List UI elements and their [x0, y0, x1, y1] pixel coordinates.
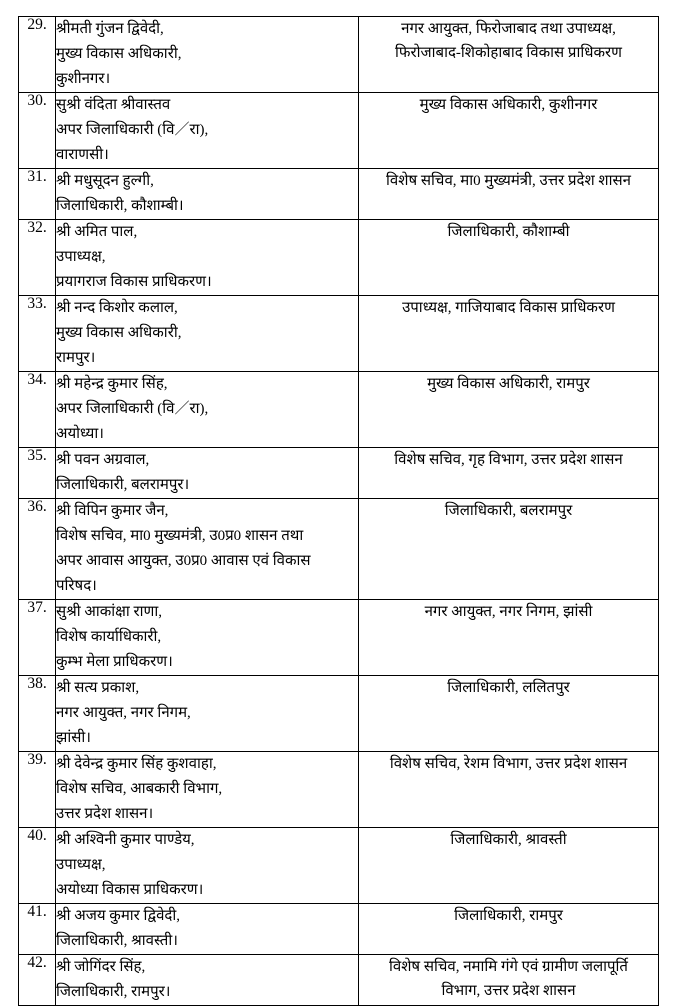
- current-post-line: श्री विपिन कुमार जैन,: [56, 503, 169, 519]
- new-posting-line: जिलाधिकारी, ललितपुर: [447, 680, 570, 696]
- current-post-line: सुश्री आकांक्षा राणा,: [56, 604, 163, 620]
- current-post-line: उपाध्यक्ष,: [56, 857, 106, 873]
- table-row: [19, 904, 659, 955]
- current-post-line: अयोध्या विकास प्राधिकरण।: [56, 882, 204, 898]
- new-posting-cell: [359, 904, 659, 955]
- current-post-line: श्रीमती गुंजन द्विवेदी,: [56, 21, 164, 37]
- current-post-line: विशेष सचिव, मा0 मुख्यमंत्री, उ0प्र0 शासन तथा: [56, 528, 304, 544]
- current-post-cell: [56, 448, 359, 499]
- new-posting-cell: [359, 17, 659, 93]
- current-post-line: जिलाधिकारी, रामपुर।: [56, 984, 171, 1000]
- new-posting-line: जिलाधिकारी, श्रावस्ती: [450, 832, 567, 848]
- current-post-line: वाराणसी।: [56, 147, 109, 163]
- current-post-line: कुम्भ मेला प्राधिकरण।: [56, 654, 173, 670]
- current-post-cell: [56, 828, 359, 904]
- new-posting-line: विशेष सचिव, मा0 मुख्यमंत्री, उत्तर प्रदेश शासन: [386, 173, 631, 189]
- current-post-line: श्री जोगिंदर सिंह,: [56, 959, 146, 975]
- current-post-line: श्री देवेन्द्र कुमार सिंह कुशवाहा,: [56, 756, 217, 772]
- current-post-cell: [56, 296, 359, 372]
- table-row: [19, 93, 659, 169]
- table-row: [19, 752, 659, 828]
- serial-number-cell: 32.: [19, 220, 56, 296]
- current-post-line: जिलाधिकारी, श्रावस्ती।: [56, 933, 178, 949]
- new-posting-cell: [359, 93, 659, 169]
- table-row: [19, 17, 659, 93]
- table-row: [19, 296, 659, 372]
- new-posting-line: उपाध्यक्ष, गाजियाबाद विकास प्राधिकरण: [402, 300, 615, 316]
- new-posting-cell: [359, 448, 659, 499]
- new-posting-line: मुख्य विकास अधिकारी, कुशीनगर: [419, 97, 598, 113]
- current-post-cell: [56, 372, 359, 448]
- current-post-line: अपर जिलाधिकारी (वि／रा),: [56, 122, 209, 138]
- serial-number-cell: 37.: [19, 600, 56, 676]
- new-posting-cell: [359, 955, 659, 1006]
- current-post-line: अपर जिलाधिकारी (वि／रा),: [56, 401, 209, 417]
- serial-number-cell: 41.: [19, 904, 56, 955]
- current-post-line: जिलाधिकारी, बलरामपुर।: [56, 477, 190, 493]
- new-posting-line: नगर आयुक्त, फिरोजाबाद तथा उपाध्यक्ष,: [401, 21, 616, 37]
- current-post-line: विशेष सचिव, आबकारी विभाग,: [56, 781, 223, 797]
- current-post-line: श्री सत्य प्रकाश,: [56, 680, 140, 696]
- current-post-line: श्री मधुसूदन हुल्गी,: [56, 173, 154, 189]
- new-posting-cell: [359, 169, 659, 220]
- new-posting-cell: [359, 828, 659, 904]
- serial-number-cell: 35.: [19, 448, 56, 499]
- current-post-line: रामपुर।: [56, 350, 96, 366]
- current-post-line: श्री महेन्द्र कुमार सिंह,: [56, 376, 168, 392]
- serial-number-cell: 38.: [19, 676, 56, 752]
- table-row: [19, 220, 659, 296]
- new-posting-line: जिलाधिकारी, रामपुर: [454, 908, 563, 924]
- current-post-line: श्री अजय कुमार द्विवेदी,: [56, 908, 181, 924]
- table-row: [19, 676, 659, 752]
- current-post-line: अयोध्या।: [56, 426, 104, 442]
- current-post-cell: [56, 676, 359, 752]
- table-row: [19, 448, 659, 499]
- current-post-line: नगर आयुक्त, नगर निगम,: [56, 705, 191, 721]
- current-post-line: जिलाधिकारी, कौशाम्बी।: [56, 198, 184, 214]
- current-post-line: मुख्य विकास अधिकारी,: [56, 46, 182, 62]
- current-post-line: श्री अश्विनी कुमार पाण्डेय,: [56, 832, 195, 848]
- current-post-line: श्री पवन अग्रवाल,: [56, 452, 150, 468]
- serial-number-cell: 39.: [19, 752, 56, 828]
- current-post-cell: [56, 752, 359, 828]
- current-post-cell: [56, 17, 359, 93]
- current-post-line: श्री अमित पाल,: [56, 224, 138, 240]
- new-posting-line: विशेष सचिव, गृह विभाग, उत्तर प्रदेश शासन: [394, 452, 623, 468]
- serial-number-cell: 34.: [19, 372, 56, 448]
- new-posting-line: जिलाधिकारी, कौशाम्बी: [447, 224, 570, 240]
- new-posting-line: विभाग, उत्तर प्रदेश शासन: [441, 983, 576, 999]
- current-post-line: परिषद।: [56, 578, 97, 594]
- table-row: [19, 955, 659, 1006]
- table-row: [19, 828, 659, 904]
- current-post-line: मुख्य विकास अधिकारी,: [56, 325, 182, 341]
- current-post-line: उत्तर प्रदेश शासन।: [56, 806, 154, 822]
- current-post-line: प्रयागराज विकास प्राधिकरण।: [56, 274, 212, 290]
- current-post-cell: [56, 499, 359, 600]
- serial-number-cell: 31.: [19, 169, 56, 220]
- table-row: [19, 372, 659, 448]
- table-body: [19, 17, 659, 1006]
- new-posting-cell: [359, 296, 659, 372]
- new-posting-cell: [359, 600, 659, 676]
- serial-number-cell: 29.: [19, 17, 56, 93]
- new-posting-cell: [359, 372, 659, 448]
- table-row: [19, 169, 659, 220]
- current-post-cell: [56, 904, 359, 955]
- current-post-line: सुश्री वंदिता श्रीवास्तव: [56, 97, 171, 113]
- current-post-cell: [56, 955, 359, 1006]
- new-posting-cell: [359, 220, 659, 296]
- transfer-posting-table: [18, 16, 659, 1006]
- table-row: [19, 600, 659, 676]
- current-post-line: कुशीनगर।: [56, 71, 111, 87]
- new-posting-cell: [359, 676, 659, 752]
- current-post-cell: [56, 220, 359, 296]
- current-post-line: श्री नन्द किशोर कलाल,: [56, 300, 178, 316]
- new-posting-line: मुख्य विकास अधिकारी, रामपुर: [427, 376, 590, 392]
- serial-number-cell: 40.: [19, 828, 56, 904]
- new-posting-line: नगर आयुक्त, नगर निगम, झांसी: [424, 604, 593, 620]
- current-post-line: विशेष कार्याधिकारी,: [56, 629, 162, 645]
- current-post-cell: [56, 169, 359, 220]
- current-post-cell: [56, 600, 359, 676]
- new-posting-line: फिरोजाबाद-शिकोहाबाद विकास प्राधिकरण: [395, 45, 622, 61]
- serial-number-cell: 33.: [19, 296, 56, 372]
- current-post-line: झांसी।: [56, 730, 91, 746]
- new-posting-line: जिलाधिकारी, बलरामपुर: [444, 503, 573, 519]
- current-post-line: अपर आवास आयुक्त, उ0प्र0 आवास एवं विकास: [56, 553, 311, 569]
- table-row: [19, 499, 659, 600]
- current-post-line: उपाध्यक्ष,: [56, 249, 106, 265]
- new-posting-cell: [359, 499, 659, 600]
- new-posting-cell: [359, 752, 659, 828]
- current-post-cell: [56, 93, 359, 169]
- serial-number-cell: 30.: [19, 93, 56, 169]
- new-posting-line: विशेष सचिव, नमामि गंगे एवं ग्रामीण जलापूर्ति: [389, 959, 628, 975]
- serial-number-cell: 42.: [19, 955, 56, 1006]
- new-posting-line: विशेष सचिव, रेशम विभाग, उत्तर प्रदेश शासन: [389, 756, 628, 772]
- serial-number-cell: 36.: [19, 499, 56, 600]
